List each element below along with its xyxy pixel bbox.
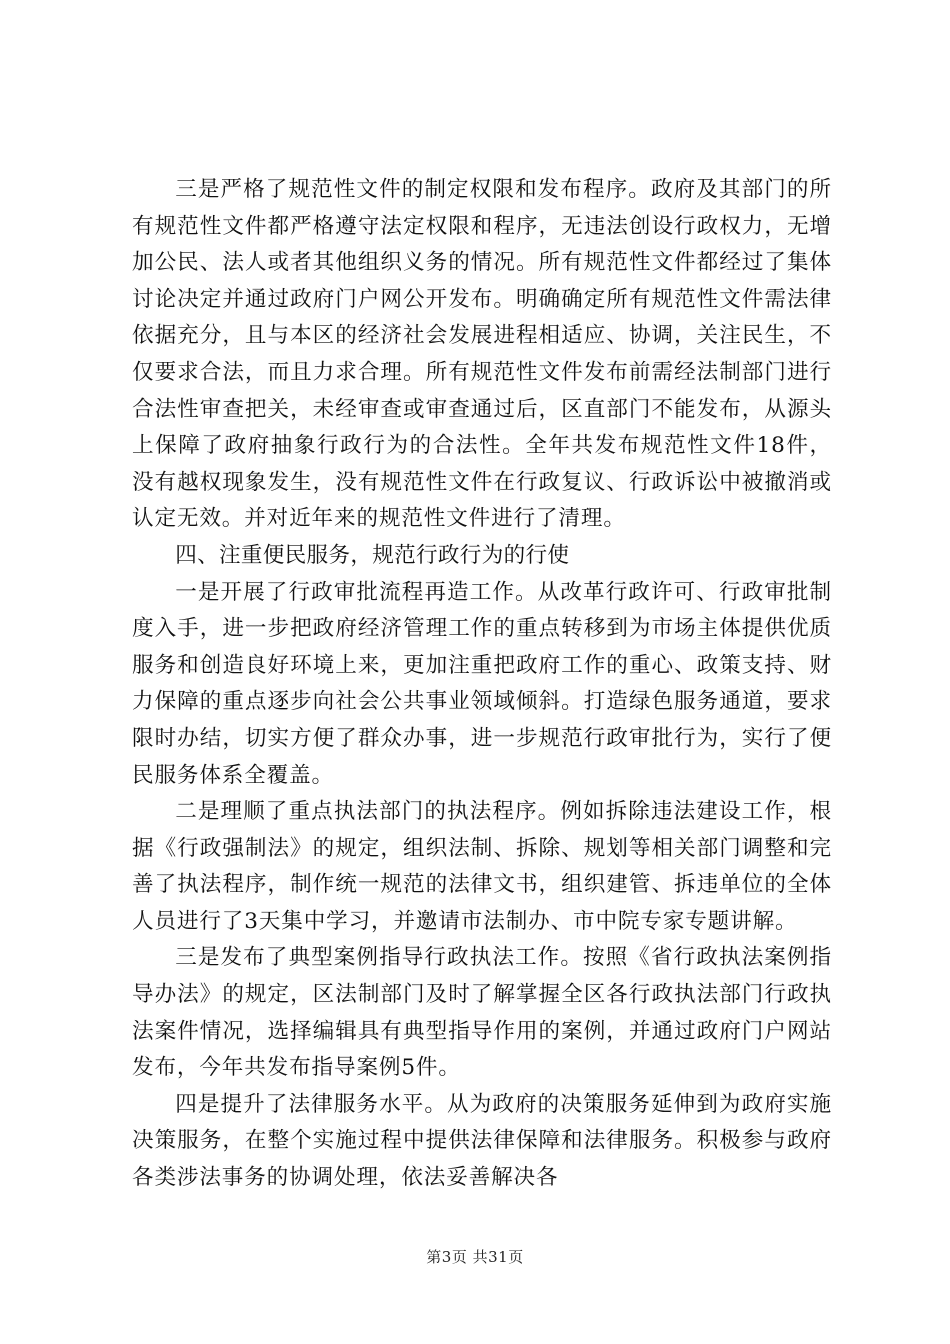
page-number-footer: 第3页 共31页 (426, 1248, 524, 1266)
paragraph-enforcement-procedure: 二是理顺了重点执法部门的执法程序。例如拆除违法建设工作，根据《行政强制法》的规定，组织法制、拆除、规划等相关部门调整和完善了执法程序，制作统一规范的法律文书，组织建管、拆违单位的全体人员进行了3天集中学习，并邀请市法制办、市中院专家专题讲解。 (132, 799, 832, 934)
document-body (132, 172, 832, 1197)
paragraph-legal-services: 四是提升了法律服务水平。从为政府的决策服务延伸到为政府实施决策服务，在整个实施过程中提供法律保障和法律服务。积极参与政府各类涉法事务的协调处理，依法妥善解决各 (132, 1091, 832, 1191)
paragraph-normative-documents: 三是严格了规范性文件的制定权限和发布程序。政府及其部门的所有规范性文件都严格遵守法定权限和程序，无违法创设行政权力，无增加公民、法人或者其他组织义务的情况。所有规范性文件都经过了集体讨论决定并通过政府门户网公开发布。明确确定所有规范性文件需法律依据充分，且与本区的经济社会发展进程相适应、协调，关注民生，不仅要求合法，而且力求合理。所有规范性文件发布前需经法制部门进行合法性审查把关，未经审查或审查通过后，区直部门不能发布，从源头上保障了政府抽象行政行为的合法性。全年共发布规范性文件18件，没有越权现象发生，没有规范性文件在行政复议、行政诉讼中被撤消或认定无效。并对近年来的规范性文件进行了清理。 (132, 177, 832, 532)
paragraph-approval-process: 一是开展了行政审批流程再造工作。从改革行政许可、行政审批制度入手，进一步把政府经济管理工作的重点转移到为市场主体提供优质服务和创造良好环境上来，更加注重把政府工作的重心、政策支持、财力保障的重点逐步向社会公共事业领域倾斜。打造绿色服务通道，要求限时办结，切实方便了群众办事，进一步规范行政审批行为，实行了便民服务体系全覆盖。 (132, 579, 832, 788)
section-heading: 四、注重便民服务，规范行政行为的行使 (175, 542, 570, 568)
paragraph-typical-cases: 三是发布了典型案例指导行政执法工作。按照《省行政执法案例指导办法》的规定，区法制部门及时了解掌握全区各行政执法部门行政执法案件情况，选择编辑具有典型指导作用的案例，并通过政府门户网站发布，今年共发布指导案例5件。 (132, 945, 832, 1081)
